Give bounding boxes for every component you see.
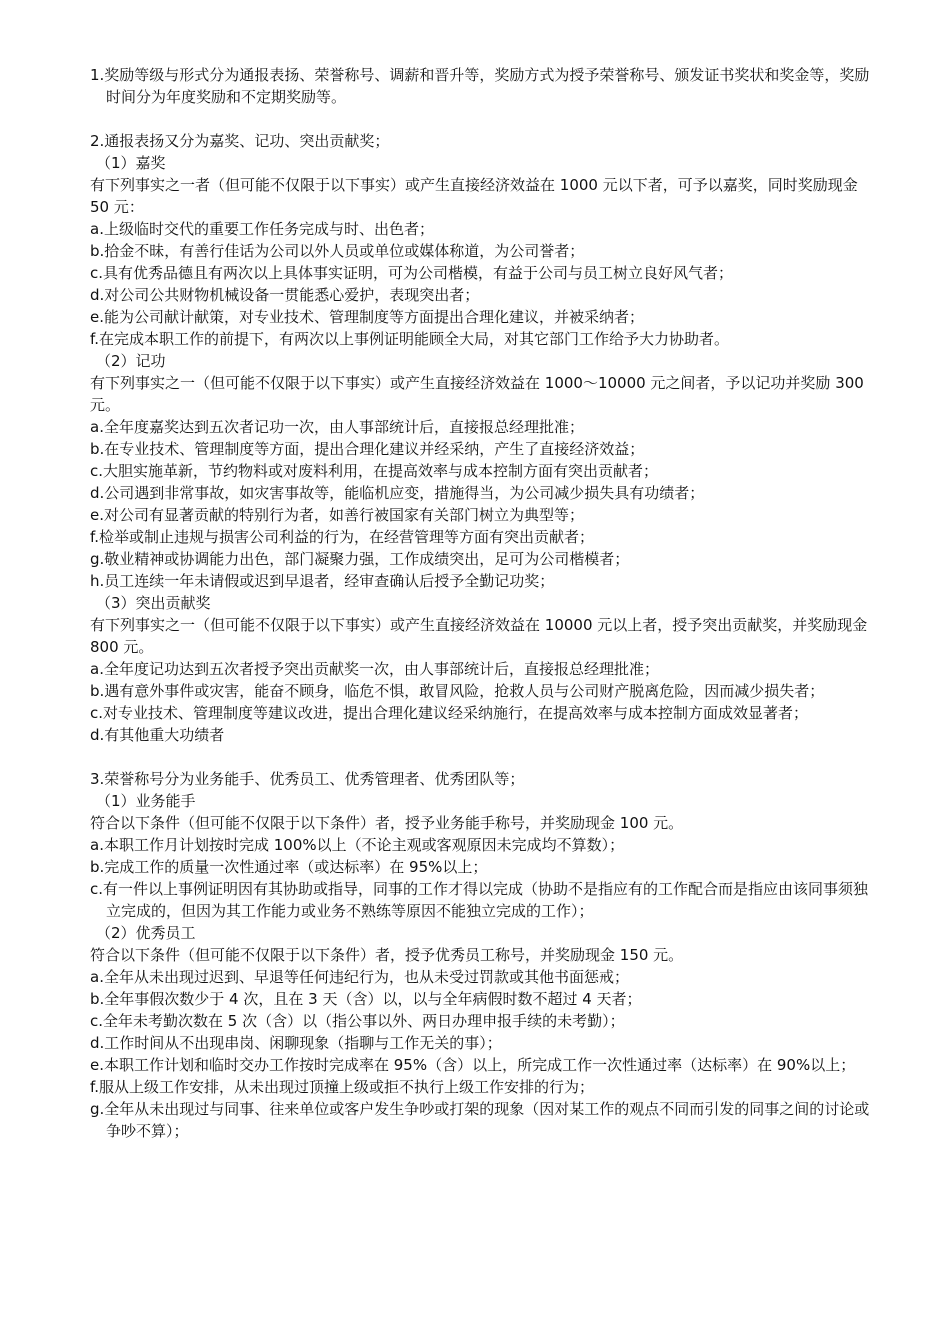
list-item: a.本职工作月计划按时完成 100%以上（不论主观或客观原因未完成均不算数）； bbox=[90, 836, 625, 854]
list-item: f.在完成本职工作的前提下，有两次以上事例证明能顾全大局，对其它部门工作给予大力协助者。 bbox=[90, 330, 729, 348]
list-item: c.对专业技术、管理制度等建议改进，提出合理化建议经采纳施行，在提高效率与成本控制方面成效显著者； bbox=[90, 704, 809, 722]
list-item: d.工作时间从不出现串岗、闲聊现象（指聊与工作无关的事）； bbox=[90, 1034, 502, 1052]
list-item: b.在专业技术、管理制度等方面，提出合理化建议并经采纳，产生了直接经济效益； bbox=[90, 440, 645, 458]
subsection-jiajiang-intro: 有下列事实之一者（但可能不仅限于以下事实）或产生直接经济效益在 1000 元以下者，可予以嘉奖，同时奖励现金 50 元： bbox=[90, 176, 858, 216]
list-item: g.全年从未出现过与同事、往来单位或客户发生争吵或打架的现象（因对某工作的观点不同而引发的同事之间的讨论或争吵不算）； bbox=[90, 1100, 870, 1140]
list-item: b.完成工作的质量一次性通过率（或达标率）在 95%以上； bbox=[90, 858, 488, 876]
list-item: f.服从上级工作安排，从未出现过顶撞上级或拒不执行上级工作安排的行为； bbox=[90, 1078, 594, 1096]
list-item: g.敬业精神或协调能力出色，部门凝聚力强，工作成绩突出，足可为公司楷模者； bbox=[90, 550, 630, 568]
subsection-jiajiang-title: （1）嘉奖 bbox=[96, 154, 166, 172]
list-item: f.检举或制止违规与损害公司利益的行为，在经营管理等方面有突出贡献者； bbox=[90, 528, 594, 546]
subsection-nengshou-title: （1）业务能手 bbox=[96, 792, 196, 810]
list-item: d.公司遇到非常事故，如灾害事故等，能临机应变，措施得当，为公司减少损失具有功绩者； bbox=[90, 484, 705, 502]
subsection-jigong-title: （2）记功 bbox=[96, 352, 166, 370]
list-item: c.全年未考勤次数在 5 次（含）以（指公事以外、两日办理申报手续的未考勤）； bbox=[90, 1012, 625, 1030]
list-item: d.有其他重大功绩者 bbox=[90, 726, 225, 744]
subsection-nengshou-intro: 符合以下条件（但可能不仅限于以下条件）者，授予业务能手称号，并奖励现金 100 元。 bbox=[90, 814, 684, 832]
list-item: d.对公司公共财物机械设备一贯能悉心爱护，表现突出者； bbox=[90, 286, 480, 304]
list-item: e.本职工作计划和临时交办工作按时完成率在 95%（含）以上，所完成工作一次性通过率（达标率）在 90%以上； bbox=[90, 1056, 856, 1074]
list-item: c.大胆实施革新，节约物料或对废料利用，在提高效率与成本控制方面有突出贡献者； bbox=[90, 462, 659, 480]
section-3-heading: 3.荣誉称号分为业务能手、优秀员工、优秀管理者、优秀团队等； bbox=[90, 770, 525, 788]
paragraph-gap bbox=[90, 746, 880, 768]
list-item: h.员工连续一年未请假或迟到早退者，经审查确认后授予全勤记功奖； bbox=[90, 572, 555, 590]
list-item: e.能为公司献计献策，对专业技术、管理制度等方面提出合理化建议，并被采纳者； bbox=[90, 308, 645, 326]
subsection-tuchu-intro: 有下列事实之一（但可能不仅限于以下事实）或产生直接经济效益在 10000 元以上者，授予突出贡献奖，并奖励现金 800 元。 bbox=[90, 616, 868, 656]
list-item: b.全年事假次数少于 4 次，且在 3 天（含）以，以与全年病假时数不超过 4 天者； bbox=[90, 990, 642, 1008]
list-item: a.全年度记功达到五次者授予突出贡献奖一次，由人事部统计后，直接报总经理批准； bbox=[90, 660, 659, 678]
list-item: c.具有优秀品德且有两次以上具体事实证明，可为公司楷模，有益于公司与员工树立良好风气者； bbox=[90, 264, 734, 282]
list-item: b.拾金不昧，有善行佳话为公司以外人员或单位或媒体称道，为公司誉者； bbox=[90, 242, 585, 260]
subsection-youxiu-title: （2）优秀员工 bbox=[96, 924, 196, 942]
list-item: a.全年度嘉奖达到五次者记功一次，由人事部统计后，直接报总经理批准； bbox=[90, 418, 584, 436]
document-body bbox=[90, 64, 880, 1142]
list-item: a.上级临时交代的重要工作任务完成与时、出色者； bbox=[90, 220, 434, 238]
list-item: c.有一件以上事例证明因有其协助或指导，同事的工作才得以完成（协助不是指应有的工作配合而是指应由该同事须独立完成的，但因为其工作能力或业务不熟练等原因不能独立完成的工作）； bbox=[90, 880, 869, 920]
list-item: b.遇有意外事件或灾害，能奋不顾身，临危不惧，敢冒风险，抢救人员与公司财产脱离危险，因而减少损失者； bbox=[90, 682, 825, 700]
subsection-tuchu-title: （3）突出贡献奖 bbox=[96, 594, 211, 612]
subsection-youxiu-intro: 符合以下条件（但可能不仅限于以下条件）者，授予优秀员工称号，并奖励现金 150 元。 bbox=[90, 946, 684, 964]
section-1-text: 1.奖励等级与形式分为通报表扬、荣誉称号、调薪和晋升等，奖励方式为授予荣誉称号、颁发证书奖状和奖金等，奖励时间分为年度奖励和不定期奖励等。 bbox=[90, 66, 870, 106]
section-2-heading: 2.通报表扬又分为嘉奖、记功、突出贡献奖； bbox=[90, 132, 390, 150]
list-item: e.对公司有显著贡献的特别行为者，如善行被国家有关部门树立为典型等； bbox=[90, 506, 584, 524]
paragraph-gap bbox=[90, 108, 880, 130]
list-item: a.全年从未出现过迟到、早退等任何违纪行为，也从未受过罚款或其他书面惩戒； bbox=[90, 968, 629, 986]
subsection-jigong-intro: 有下列事实之一（但可能不仅限于以下事实）或产生直接经济效益在 1000～10000 元之间者，予以记功并奖励 300 元。 bbox=[90, 374, 864, 414]
